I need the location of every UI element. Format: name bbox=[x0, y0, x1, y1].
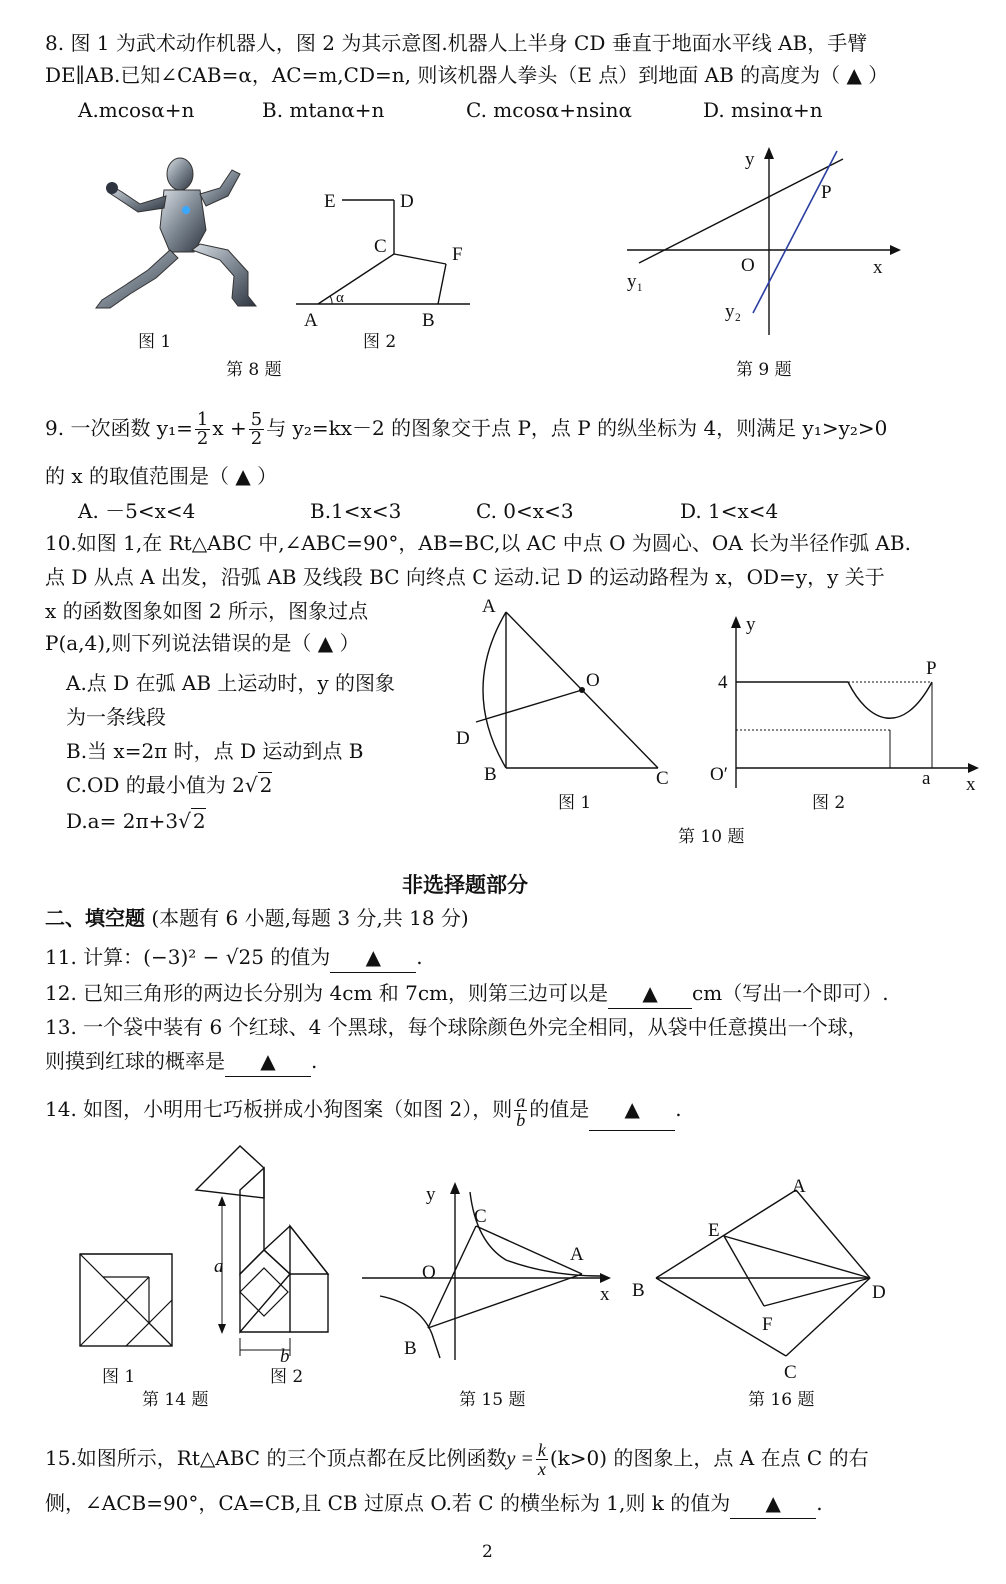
q10-option-d: D.a= 2π+3√ 2 bbox=[66, 809, 206, 833]
q10-fig2-axis-x: x bbox=[966, 774, 976, 795]
q9-line1: 9. 一次函数 y₁= $\frac{1}{2}$ x + $\frac{5}{2}$ 与 y₂=kx－2 的图象交于点 P，点 P 的纵坐标为 4，则满足 y₁>y₂>0 bbox=[45, 409, 888, 449]
q10-line2: 点 D 从点 A 出发，沿弧 AB 及线段 BC 向终点 C 运动.记 D 的运动路程为 x，OD=y，y 关于 bbox=[45, 565, 885, 589]
q8-fig2-label: 图 2 bbox=[363, 332, 397, 352]
q15-point-a: A bbox=[570, 1244, 584, 1265]
q10-fig1-point-b: B bbox=[484, 764, 497, 785]
q14-fig2-label: 图 2 bbox=[270, 1367, 304, 1387]
q16-point-b: B bbox=[632, 1280, 645, 1301]
q8-point-c: C bbox=[374, 236, 387, 257]
q8-option-c: C. mcosα+nsinα bbox=[466, 98, 632, 122]
q8-angle-alpha: α bbox=[336, 290, 344, 306]
q14-dim-a: a bbox=[214, 1256, 224, 1277]
q9-axis-x: x bbox=[873, 257, 883, 278]
q10-caption: 第 10 题 bbox=[678, 827, 745, 847]
q10-fig2-label-a: a bbox=[922, 768, 931, 789]
q10-fig1-point-d: D bbox=[456, 728, 470, 749]
q9-line2: 的 x 的取值范围是（ ▲ ） bbox=[45, 464, 278, 488]
q14-fig1-label: 图 1 bbox=[102, 1367, 136, 1387]
q8-option-b: B. mtanα+n bbox=[262, 98, 385, 122]
q8-line1: 8. 图 1 为武术动作机器人，图 2 为其示意图.机器人上半身 CD 垂直于地面水平线 AB，手臂 bbox=[45, 31, 868, 55]
q10-line4: P(a,4),则下列说法错误的是（ ▲ ） bbox=[45, 631, 360, 655]
q10-fig2-point-p: P bbox=[926, 658, 937, 679]
q15-caption: 第 15 题 bbox=[459, 1390, 526, 1410]
q10-line3: x 的函数图象如图 2 所示，图象过点 bbox=[45, 599, 369, 623]
q14-answer-blank: ▲ bbox=[589, 1088, 675, 1131]
q16-caption: 第 16 题 bbox=[748, 1390, 815, 1410]
q8-line2: DE∥AB.已知∠CAB=α，AC=m,CD=n, 则该机器人拳头（E 点）到地面 AB 的高度为（ ▲ ） bbox=[45, 63, 889, 87]
q9-option-a: A. －5<x<4 bbox=[78, 499, 196, 523]
q10-option-a-line2: 为一条线段 bbox=[66, 705, 166, 729]
q10-line1: 10.如图 1,在 Rt△ABC 中,∠ABC=90°，AB=BC,以 AC 中点 O 为圆心、OA 长为半径作弧 AB. bbox=[45, 531, 911, 555]
q9-label-y1: y₁ bbox=[627, 271, 644, 292]
q14-line: 14. 如图，小明用七巧板拼成小狗图案（如图 2），则 $\frac{a}{b}$ 的值是 ▲ . bbox=[45, 1088, 682, 1131]
q15-axis-x: x bbox=[600, 1284, 610, 1305]
q13-answer-blank: ▲ bbox=[225, 1046, 311, 1077]
q8-point-f: F bbox=[452, 244, 463, 265]
q10-fig2-tick-4: 4 bbox=[718, 672, 728, 693]
page-number: 2 bbox=[482, 1542, 493, 1562]
q10-fig1-label: 图 1 bbox=[558, 793, 592, 813]
q12-line: 12. 已知三角形的两边长分别为 4cm 和 7cm，则第三边可以是 ▲ cm（写出一个即可）. bbox=[45, 978, 889, 1009]
q11-line: 11. 计算：(−3)² − √25 的值为 ▲ . bbox=[45, 942, 423, 973]
q8-caption: 第 8 题 bbox=[226, 360, 282, 380]
q15-origin: O bbox=[422, 1262, 436, 1283]
q10-fig1-point-a: A bbox=[482, 596, 496, 617]
q8-point-b: B bbox=[422, 310, 435, 331]
q14-tangram-square bbox=[78, 1252, 178, 1352]
section-title: 非选择题部分 bbox=[402, 872, 528, 897]
q16-point-a: A bbox=[792, 1176, 806, 1197]
q16-point-d: D bbox=[872, 1282, 886, 1303]
q10-option-b: B.当 x=2π 时，点 D 运动到点 B bbox=[66, 739, 364, 763]
q15-answer-blank: ▲ bbox=[730, 1488, 816, 1519]
q9-graph bbox=[625, 145, 925, 345]
q9-option-b: B.1<x<3 bbox=[310, 499, 402, 523]
q8-point-d: D bbox=[400, 191, 414, 212]
q10-option-a-line1: A.点 D 在弧 AB 上运动时，y 的图象 bbox=[66, 671, 396, 695]
q13-line2: 则摸到红球的概率是 ▲ . bbox=[45, 1046, 317, 1077]
q13-line1: 13. 一个袋中装有 6 个红球、4 个黑球，每个球除颜色外完全相同，从袋中任意摸出一个球， bbox=[45, 1015, 868, 1039]
q9-label-y2: y₂ bbox=[725, 301, 742, 322]
q10-fig1-point-c: C bbox=[656, 768, 669, 789]
q16-point-e: E bbox=[708, 1220, 720, 1241]
robot-figure bbox=[82, 148, 282, 318]
q8-option-d: D. msinα+n bbox=[703, 98, 823, 122]
q9-option-d: D. 1<x<4 bbox=[680, 499, 779, 523]
q9-caption: 第 9 题 bbox=[736, 360, 792, 380]
q10-fig2-axis-y: y bbox=[746, 614, 756, 635]
q15-line2: 侧，∠ACB=90°，CA=CB,且 CB 过原点 O.若 C 的横坐标为 1,则 k 的值为 ▲ . bbox=[45, 1488, 823, 1519]
q11-answer-blank: ▲ bbox=[330, 942, 416, 973]
q9-point-p: P bbox=[821, 182, 832, 203]
q15-point-c: C bbox=[474, 1206, 487, 1227]
q8-schematic-diagram bbox=[290, 180, 490, 350]
q9-axis-y: y bbox=[745, 149, 755, 170]
q14-dim-b: b bbox=[280, 1346, 290, 1367]
q8-fig1-label: 图 1 bbox=[138, 332, 172, 352]
q10-triangle-figure bbox=[450, 598, 680, 798]
q8-option-a: A.mcosα+n bbox=[78, 98, 195, 122]
section-heading: 二、填空题 (本题有 6 小题,每题 3 分,共 18 分) bbox=[45, 906, 469, 930]
q8-point-e: E bbox=[324, 191, 336, 212]
q10-fig2-origin: O′ bbox=[710, 764, 728, 785]
q9-origin: O bbox=[741, 255, 755, 276]
q8-point-a: A bbox=[304, 310, 318, 331]
q15-hyperbola-figure bbox=[360, 1180, 620, 1370]
q14-tangram-dog bbox=[192, 1142, 352, 1372]
q14-caption: 第 14 题 bbox=[142, 1390, 209, 1410]
q10-fig2-label: 图 2 bbox=[812, 793, 846, 813]
q16-point-c: C bbox=[784, 1362, 797, 1383]
q10-option-c: C.OD 的最小值为 2√ 2 bbox=[66, 773, 273, 797]
q16-quadrilateral-figure bbox=[628, 1170, 898, 1383]
q9-option-c: C. 0<x<3 bbox=[476, 499, 574, 523]
q15-axis-y: y bbox=[426, 1184, 436, 1205]
q15-point-b: B bbox=[404, 1338, 417, 1359]
q10-function-graph bbox=[706, 612, 976, 802]
q10-fig1-point-o: O bbox=[586, 670, 600, 691]
q12-answer-blank: ▲ bbox=[608, 978, 692, 1009]
q15-line1: 15.如图所示，Rt△ABC 的三个顶点都在反比例函数y = $\frac{k}{x}$ (k>0) 的图象上，点 A 在点 C 的右 bbox=[45, 1440, 869, 1479]
q16-point-f: F bbox=[762, 1314, 773, 1335]
